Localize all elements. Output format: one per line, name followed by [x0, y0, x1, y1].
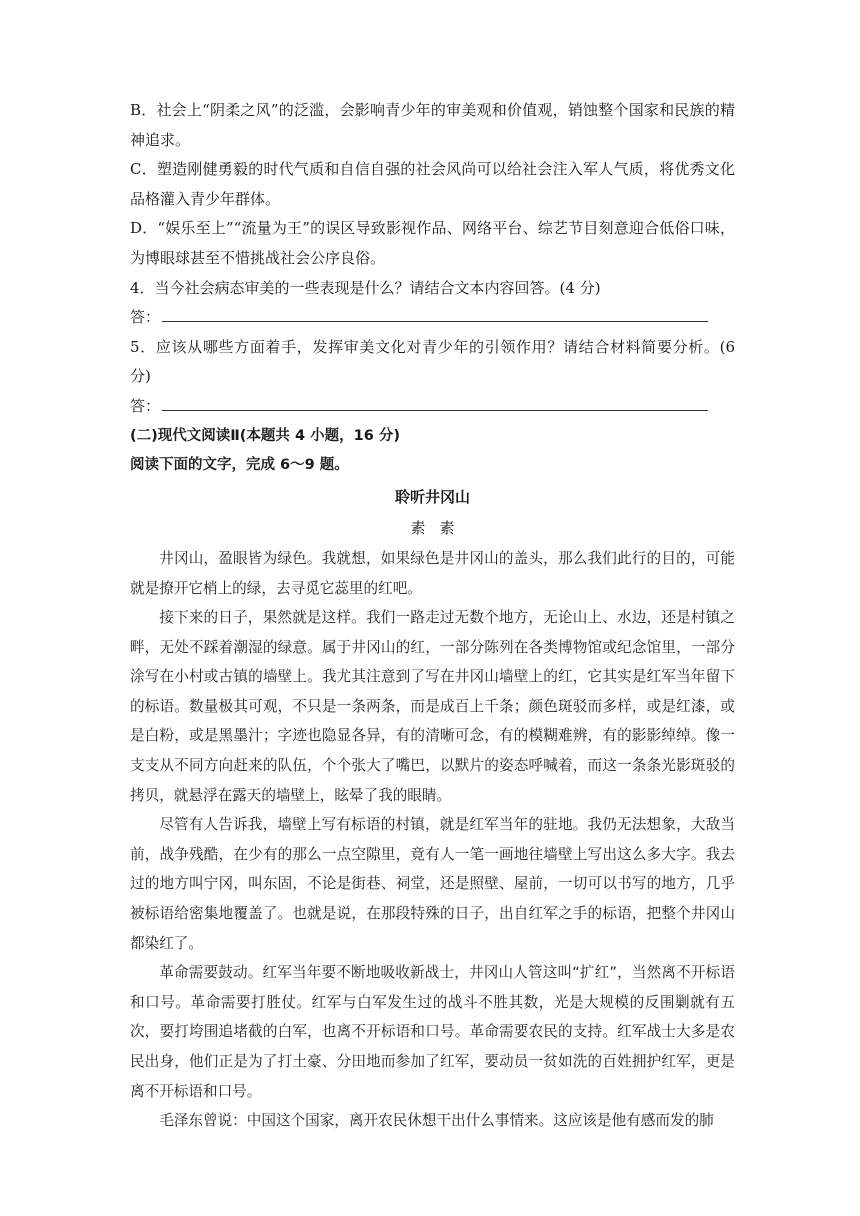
question-4-text: 4．当今社会病态审美的一些表现是什么？请结合文本内容回答。(4 分) [130, 278, 601, 297]
article-paragraph: 毛泽东曾说：中国这个国家，离开农民休想干出什么事情来。这应该是他有感而发的肺 [159, 1112, 714, 1130]
section-heading: (二)现代文阅读Ⅱ(本题共 4 小题，16 分) [130, 427, 400, 444]
question-5-text: 5．应该从哪些方面着手，发挥审美文化对青少年的引领作用？请结合材料简要分析。(6 分) [130, 337, 735, 386]
option-d: D．“娱乐至上”“流量为王”的误区导致影视作品、网络平台、综艺节目刻意迎合低俗口味，为博眼球甚至不惜挑战社会公序良俗。 [130, 219, 735, 267]
article-title: 聆听井冈山 [394, 487, 470, 506]
answer-blank-line[interactable] [162, 409, 708, 411]
section-instruction: 阅读下面的文字，完成 6～9 题。 [130, 457, 349, 474]
question-5 [130, 333, 735, 422]
answer-label: 答： [130, 396, 161, 415]
question-4-answer [130, 303, 735, 333]
option-b: B．社会上“阴柔之风”的泛滥，会影响青少年的审美观和价值观，销蚀整个国家和民族的精神追求。 [130, 101, 735, 149]
answer-blank-line[interactable] [162, 320, 708, 322]
option-c: C．塑造刚健勇毅的时代气质和自信自强的社会风尚可以给社会注入军人气质，将优秀文化品格灌入青少年群体。 [130, 160, 735, 208]
document-page [130, 96, 735, 1136]
article-paragraph: 井冈山，盈眼皆为绿色。我就想，如果绿色是井冈山的盖头，那么我们此行的目的，可能就是撩开它梢上的绿，去寻觅它蕊里的红吧。 [130, 549, 735, 597]
article-paragraph: 革命需要鼓动。红军当年要不断地吸收新战士，井冈山人管这叫“扩红”，当然离不开标语和口号。革命需要打胜仗。红军与白军发生过的战斗不胜其数，光是大规模的反围剿就有五次，要打垮围追堵截的白军，也离不开标语和口号。革命需要农民的支持。红军战士大多是农民出身，他们正是为了打土豪、分田地而参加了红军，要动员一贫如洗的百姓拥护红军，更是离不开标语和口号。 [130, 964, 735, 1100]
article-author: 素素 [410, 519, 469, 538]
article-paragraph: 接下来的日子，果然就是这样。我们一路走过无数个地方，无论山上、水边，还是村镇之畔，无处不踩着潮湿的绿意。属于井冈山的红，一部分陈列在各类博物馆或纪念馆里，一部分涂写在小村或古镇的墙壁上。我尤其注意到了写在井冈山墙壁上的红，它其实是红军当年留下的标语。数量极其可观，不只是一条两条，而是成百上千条；颜色斑驳而多样，或是红漆，或是白粉，或是黑墨汁；字迹也隐显各异，有的清晰可念，有的模糊难辨，有的影影绰绰。像一支支从不同方向赶来的队伍，个个张大了嘴巴，以默片的姿态呼喊着，而这一条条光影斑驳的拷贝，就悬浮在露天的墙壁上，眩晕了我的眼睛。 [130, 609, 735, 804]
question-4 [130, 274, 735, 333]
answer-label: 答： [130, 308, 161, 327]
article-paragraph: 尽管有人告诉我，墙壁上写有标语的村镇，就是红军当年的驻地。我仍无法想象，大敌当前，战争残酷，在少有的那么一点空隙里，竟有人一笔一画地往墙壁上写出这么多大字。我去过的地方叫宁冈，叫东固，不论是街巷、祠堂，还是照壁、屋前，一切可以书写的地方，几乎被标语给密集地覆盖了。也就是说，在那段特殊的日子，出自红军之手的标语，把整个井冈山都染红了。 [130, 816, 735, 952]
question-5-answer [130, 392, 735, 422]
